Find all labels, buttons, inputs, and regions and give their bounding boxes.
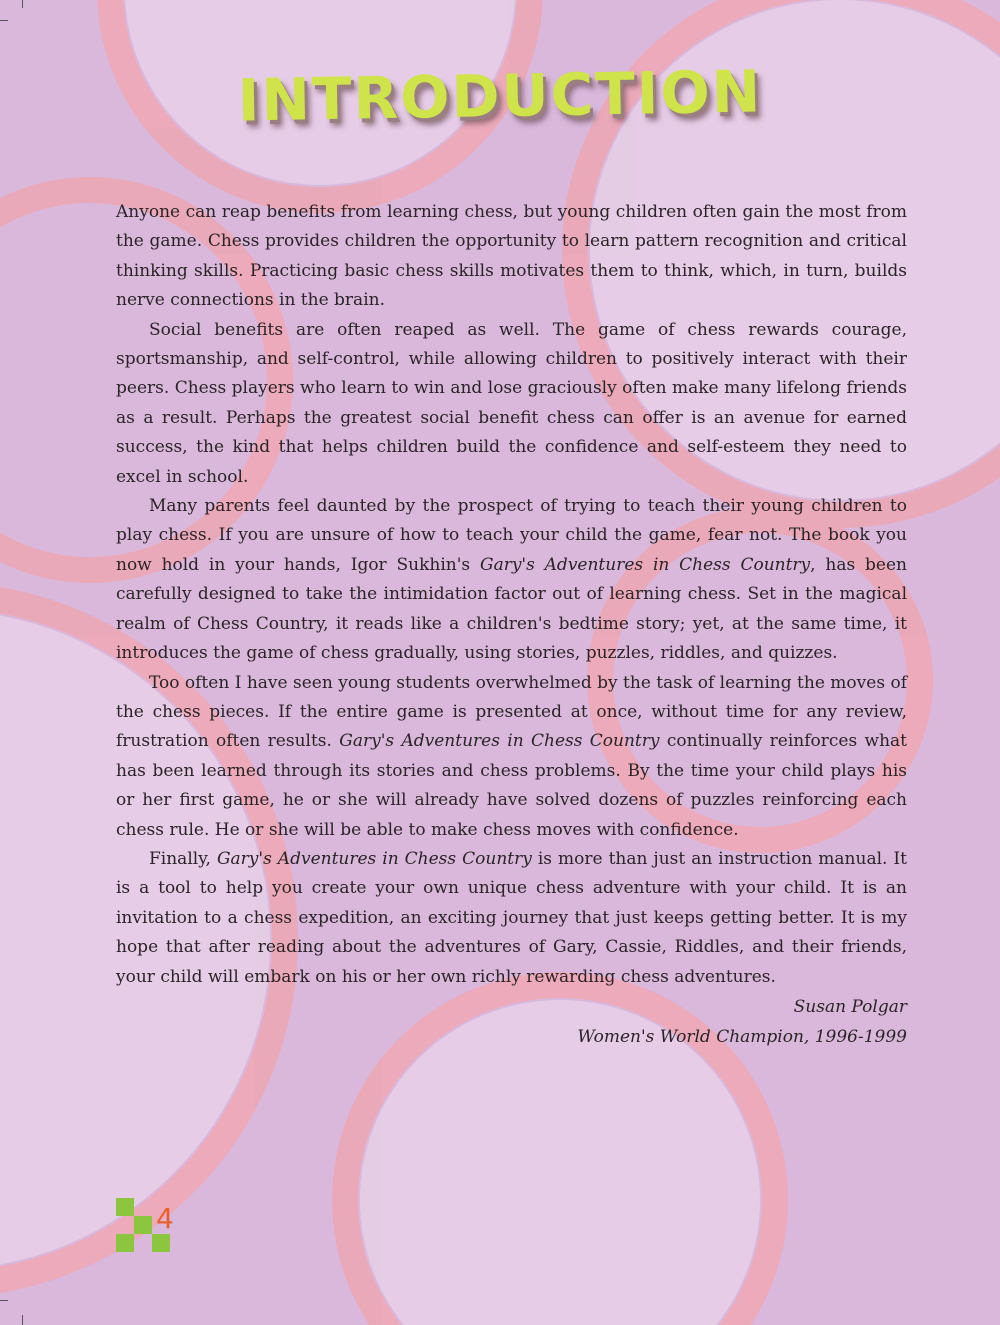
signature-name: Susan Polgar — [793, 997, 907, 1017]
paragraph-text: Social benefits are often reaped as well. The game of chess rewards courage, sportsmanship, and self-control, while allowing children to positively interact with their peers. Chess players who learn to win and lose graciously often make many lifelong friends as a result. Perhaps the greatest social benefit chess can offer is an avenue for earned success, the kind that helps children build the confidence and self-esteem they need to excel in school. — [116, 319, 907, 487]
book-title-italic: Gary's Adventures in Chess Country — [339, 731, 660, 752]
paragraph-text: continually reinforces what has been learned through its stories and chess problems. By the time your child plays his or her first game, he or she will already have solved dozens of puzzles reinforcing each chess rule. He or she will be able to make chess moves with confidence. — [116, 731, 907, 840]
body-paragraph — [116, 492, 907, 668]
page-title: INTRODUCTION — [237, 57, 763, 135]
signature-block — [577, 992, 907, 1052]
crop-mark — [0, 1300, 8, 1301]
paragraph-text: Many parents feel daunted by the prospect of trying to teach their young children to play chess. If you are unsure of how to teach your child the game, fear not. The book you now hold in your hands, Igor Sukhin's — [116, 496, 907, 575]
paragraph-text: , has been carefully designed to take the intimidation factor out of learning chess. Set in the magical realm of Chess Country, it reads like a children's bedtime story; yet, at the same time, it introduces the game of chess gradually, using stories, puzzles, riddles, and quizzes. — [116, 554, 907, 664]
book-title-italic: Gary's Adventures in Chess Country — [216, 848, 532, 869]
article-body — [116, 198, 907, 992]
crop-mark — [22, 1315, 23, 1325]
body-paragraph — [116, 845, 907, 992]
body-paragraph — [116, 669, 907, 845]
paragraph-text: Finally, — [149, 848, 217, 869]
book-title-italic: Gary's Adventures in Chess Country — [479, 554, 811, 575]
body-paragraph — [116, 316, 907, 492]
paragraph-text: is more than just an instruction manual. It is a tool to help you create your own unique chess adventure with your child. It is an invitation to a chess expedition, an exciting journey that just keeps getting better. It is my hope that after reading about the adventures of Gary, Cassie, Riddles, and their friends, your child will embark on his or her own richly rewarding chess adventures. — [116, 848, 907, 987]
signature-credit: Women's World Champion, 1996-1999 — [577, 1027, 907, 1047]
paragraph-text: Too often I have seen young students overwhelmed by the task of learning the moves of the chess pieces. If the entire game is presented at once, without time for any review, frustration often results. — [116, 672, 907, 752]
crop-mark — [0, 20, 8, 21]
crop-mark — [22, 0, 23, 8]
paragraph-text: Anyone can reap benefits from learning chess, but young children often gain the most from the game. Chess provides children the opportunity to learn pattern recognition and critical thinking skills. Practicing basic chess skills motivates them to think, which, in turn, builds nerve connections in the brain. — [116, 202, 907, 311]
body-paragraph — [116, 198, 907, 316]
page-number: 4 — [156, 1202, 174, 1235]
